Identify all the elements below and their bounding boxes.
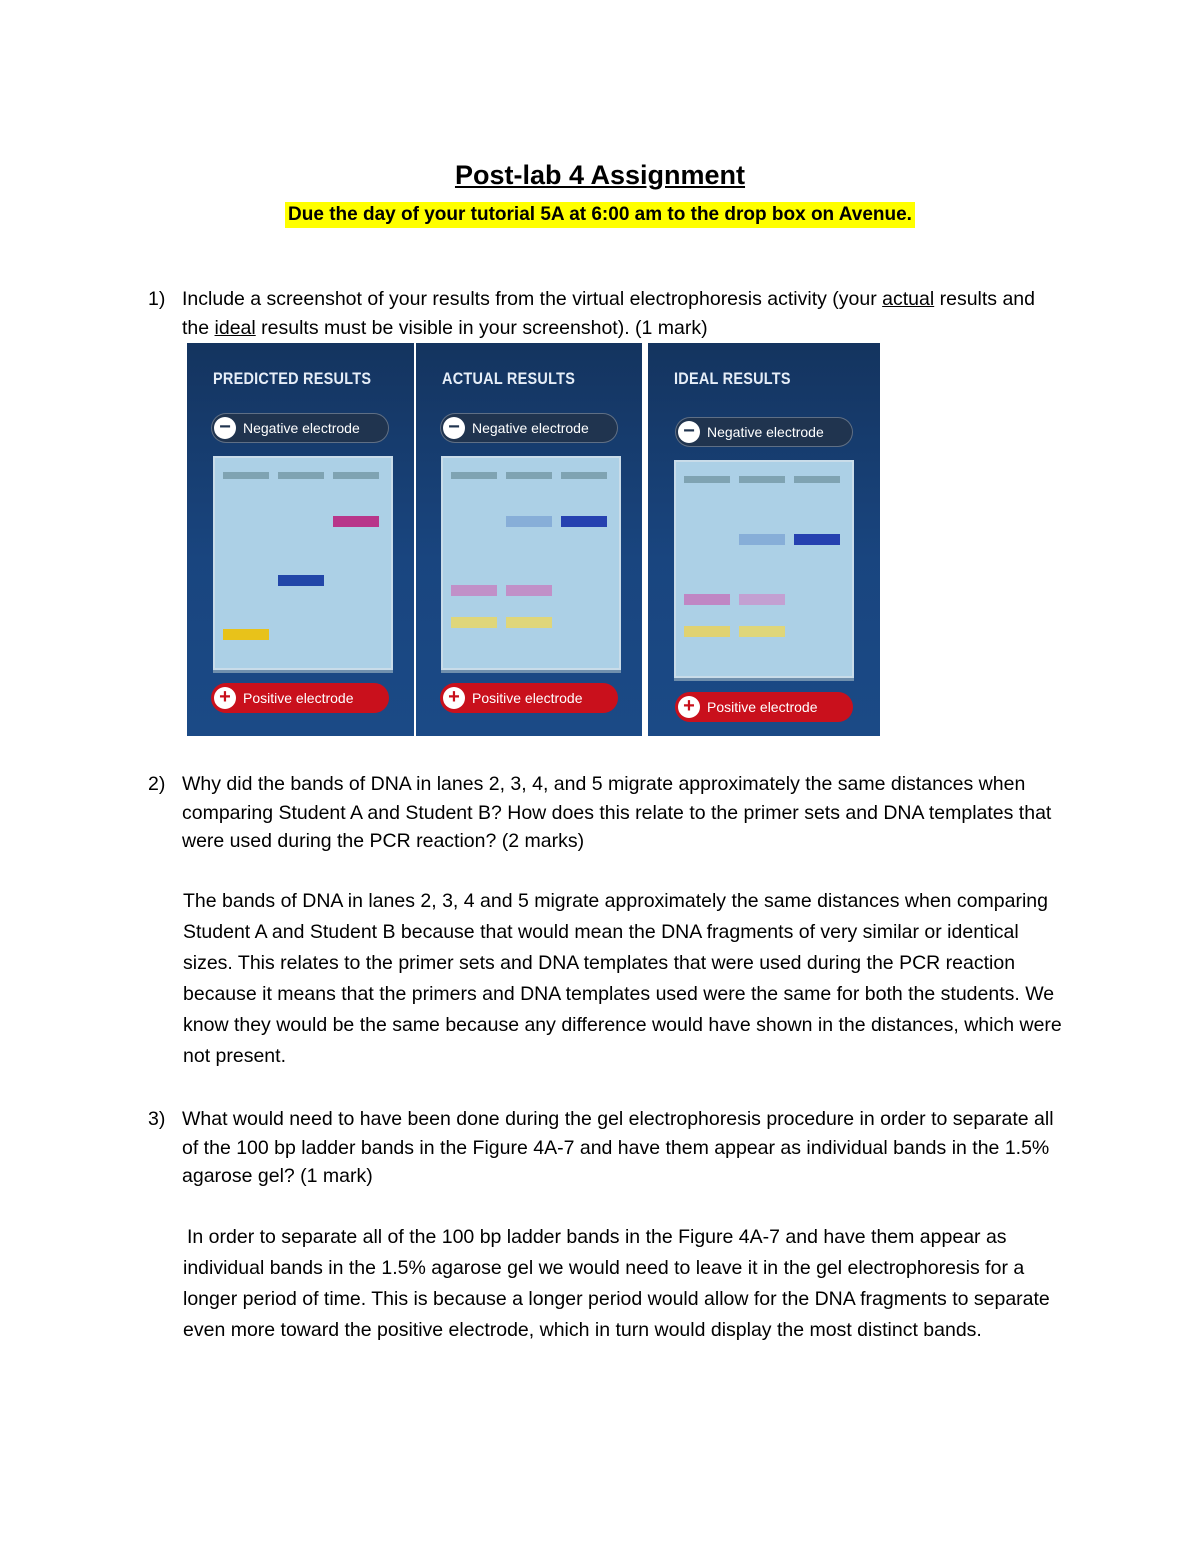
q1-ideal: ideal	[214, 316, 256, 339]
question-number: 1)	[148, 288, 166, 310]
answer-2: The bands of DNA in lanes 2, 3, 4 and 5 migrate approximately the same distances when comparing Student A and Student B because that would mean the DNA fragments of very similar or identical sizes. This relates to the primer sets and DNA templates that were used during the PCR reaction because it means that the primers and DNA templates used were the same for both the students. We know they would be the same because any difference would have shown in the distances, which were not present.	[183, 890, 1062, 1067]
question-number: 2)	[148, 773, 166, 795]
question-2	[148, 770, 1062, 856]
question-3	[148, 1105, 1062, 1191]
negative-electrode	[211, 413, 389, 443]
minus-icon: −	[443, 417, 465, 439]
ideal-results-panel	[648, 343, 880, 736]
q1-part2: results and the	[182, 288, 1035, 339]
gel-well-2	[739, 476, 785, 483]
dna-band-lane-1	[684, 626, 730, 637]
dna-band-lane-1	[223, 629, 269, 640]
due-notice: Due the day of your tutorial 5A at 6:00 am to the drop box on Avenue.	[285, 202, 915, 228]
electrode-label: Negative electrode	[707, 424, 824, 440]
q1-part1: Include a screenshot of your results from the virtual electrophoresis activity (your	[182, 288, 883, 310]
gel-well-1	[223, 472, 269, 479]
minus-icon: −	[678, 421, 700, 443]
electrophoresis-screenshot	[187, 343, 882, 736]
electrode-label: Positive electrode	[707, 699, 818, 715]
plus-icon: +	[214, 687, 236, 709]
question-text: Why did the bands of DNA in lanes 2, 3, 4, and 5 migrate approximately the same distances when comparing Student A and Student B? How does this relate to the primer sets and DNA templates that were used during the PCR reaction? (2 marks)	[182, 773, 1052, 852]
gel	[441, 456, 621, 670]
positive-electrode	[675, 692, 853, 722]
gel-well-3	[561, 472, 607, 479]
negative-electrode	[440, 413, 618, 443]
gel-well-2	[278, 472, 324, 479]
electrode-label: Negative electrode	[243, 420, 360, 436]
dna-band-lane-3	[561, 516, 607, 527]
predicted-results-panel	[187, 343, 414, 736]
plus-icon: +	[678, 696, 700, 718]
electrode-label: Positive electrode	[472, 690, 583, 706]
q1-actual: actual	[882, 288, 935, 310]
actual-results-panel	[416, 343, 642, 736]
gel-well-3	[794, 476, 840, 483]
gel-well-2	[506, 472, 552, 479]
positive-electrode	[211, 683, 389, 713]
dna-band-lane-2	[739, 534, 785, 545]
dna-band-lane-2	[739, 626, 785, 637]
gel-well-1	[451, 472, 497, 479]
answer-3: In order to separate all of the 100 bp ladder bands in the Figure 4A-7 and have them appear as individual bands in the 1.5% agarose gel we would need to leave it in the gel electrophoresis for a longer period of time. This is because a longer period would allow for the DNA fragments to separate even more toward the positive electrode, which in turn would display the most distinct bands.	[183, 1226, 1050, 1341]
panel-title: IDEAL RESULTS	[674, 369, 791, 388]
question-text	[182, 285, 1062, 342]
minus-icon: −	[214, 417, 236, 439]
negative-electrode	[675, 417, 853, 447]
question-text: What would need to have been done during the gel electrophoresis procedure in order to separate all of the 100 bp ladder bands in the Figure 4A-7 and have them appear as individual bands in the 1.5% agarose gel? (1 mark)	[182, 1108, 1054, 1187]
panel-title: ACTUAL RESULTS	[442, 369, 576, 388]
dna-band-lane-2	[506, 617, 552, 628]
electrode-label: Positive electrode	[243, 690, 354, 706]
dna-band-lane-2	[506, 585, 552, 596]
due-notice-wrap	[0, 202, 1200, 228]
gel	[674, 460, 854, 678]
gel	[213, 456, 393, 670]
dna-band-lane-1	[451, 617, 497, 628]
q1-part3: results must be visible in your screenshot). (1 mark)	[255, 316, 708, 339]
dna-band-lane-2	[739, 594, 785, 605]
panel-title: PREDICTED RESULTS	[213, 369, 372, 388]
dna-band-lane-2	[278, 575, 324, 586]
gel-well-1	[684, 476, 730, 483]
dna-band-lane-3	[333, 516, 379, 527]
page-title: Post-lab 4 Assignment	[454, 160, 746, 190]
dna-band-lane-2	[506, 516, 552, 527]
question-number: 3)	[148, 1108, 166, 1130]
dna-band-lane-3	[794, 534, 840, 545]
electrode-label: Negative electrode	[472, 420, 589, 436]
plus-icon: +	[443, 687, 465, 709]
gel-well-3	[333, 472, 379, 479]
dna-band-lane-1	[451, 585, 497, 596]
question-1	[148, 285, 1062, 342]
positive-electrode	[440, 683, 618, 713]
dna-band-lane-1	[684, 594, 730, 605]
